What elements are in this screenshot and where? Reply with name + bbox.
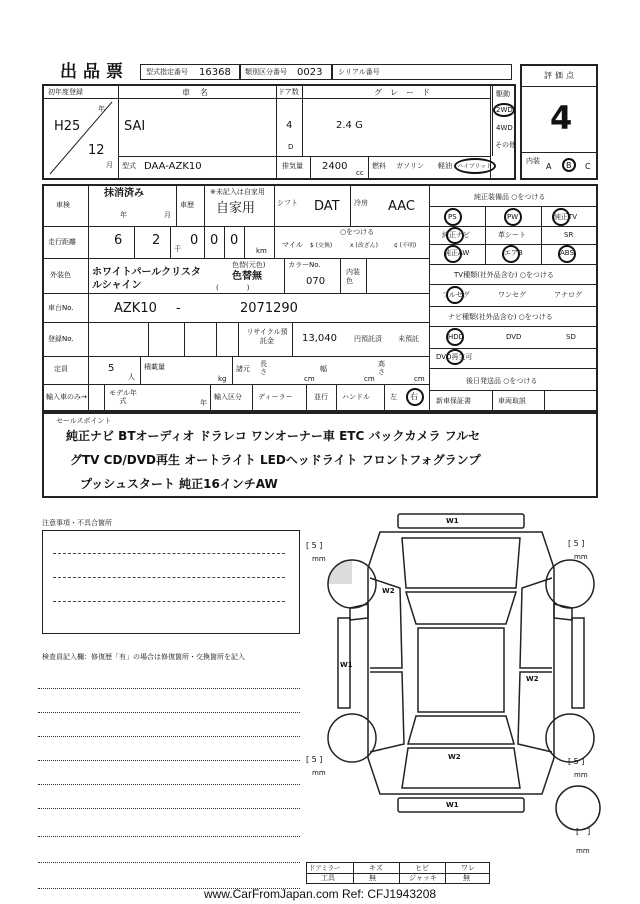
equip-airbag: エアB	[504, 249, 523, 257]
score-box	[520, 64, 598, 180]
load-label: 積載量	[144, 363, 165, 371]
drive-2wd: 2WD	[496, 106, 513, 114]
doors-value: 4	[286, 120, 293, 131]
first-reg-slash	[44, 98, 118, 178]
sales-line-3: プッシュスタート 純正16インチAW	[80, 477, 278, 491]
footer-watermark: www.CarFromJapan.com Ref: CFJ1943208	[203, 887, 437, 901]
category-no: 0023	[297, 67, 323, 78]
genuine-navi-circle	[446, 227, 464, 244]
color-label: 外装色	[50, 271, 71, 279]
drive-label: 駆動	[496, 90, 510, 98]
first-reg-era: H25	[54, 119, 81, 134]
parallel-label: 並行	[314, 393, 328, 401]
mileage-digit-1: 6	[114, 233, 123, 248]
tread-fr: [ 5 ]	[568, 539, 585, 548]
dvd-play: DVD再生可	[436, 353, 473, 361]
capacity-label: 定員	[54, 365, 68, 373]
color-no-value: 070	[306, 276, 326, 287]
genuine-title: 純正装備品 ○をつける	[474, 193, 546, 201]
shift-value: DAT	[314, 199, 340, 214]
drive-other: その他	[495, 141, 516, 149]
mark-rear-bumper: W1	[446, 801, 459, 809]
inspection-month: 月	[164, 211, 171, 219]
score-label: 評価点	[544, 71, 577, 80]
chassis-label: 車台No.	[48, 304, 74, 312]
legend-value-4: 無	[463, 874, 470, 882]
recycle-value: 13,040	[302, 333, 337, 344]
category-label: 類別区分番号	[245, 68, 287, 76]
mark-left-side: W1	[340, 661, 353, 669]
interior-label: 内装	[526, 157, 540, 165]
legend-header-1: ドアミラー	[309, 864, 341, 872]
form-title: 出品票	[60, 62, 129, 82]
displacement-value: 2400	[322, 161, 348, 172]
handle-left: 左	[390, 393, 397, 401]
sales-line-2: グTV CD/DVD再生 オートライト LEDヘッドライト フロントフォグランプ	[70, 453, 481, 467]
history-value: 自家用	[216, 201, 256, 216]
tread-spare: [ ]	[576, 827, 591, 836]
interior-b: B	[566, 161, 572, 170]
aftermarket-manual: 車両取説	[498, 397, 526, 405]
model-label: 型式	[122, 162, 136, 170]
legend-header-2: キズ	[369, 864, 383, 872]
inspection-label: 車検	[56, 201, 70, 209]
mile-circle-note: ○をつける	[340, 228, 375, 236]
handle-label: ハンドル	[342, 393, 370, 401]
tread-rr: [ 5 ]	[568, 757, 585, 766]
mileage-digit-4: 0	[210, 233, 219, 248]
sales-points-label: セールスポイント	[56, 417, 112, 425]
width-label: 幅	[320, 365, 327, 373]
mark-rear: W2	[448, 753, 461, 761]
tread-rl-unit: mm	[312, 769, 326, 777]
tread-fl-unit: mm	[312, 555, 326, 563]
tv-title: TV種類(社外品含む) ○をつける	[454, 271, 554, 279]
legend-value-2: 無	[369, 874, 376, 882]
height-label: 高さ	[378, 360, 385, 376]
tv-fullseg: フルセグ	[442, 291, 470, 299]
tread-spare-unit: mm	[576, 847, 590, 855]
model-cert-label: 型式指定番号	[146, 68, 188, 76]
sales-points-block	[42, 412, 598, 498]
tread-fl: [ 5 ]	[306, 541, 323, 550]
first-reg-month-unit: 月	[106, 161, 113, 169]
recycle-paid: 円預託済	[354, 335, 382, 343]
tv-analog: アナログ	[554, 291, 582, 299]
mile-option-3: ¢ (不明)	[394, 241, 417, 249]
car-name: SAI	[124, 119, 146, 134]
grade-value: 2.4 G	[336, 120, 363, 131]
registration-block	[42, 84, 516, 180]
equip-pw: PW	[507, 213, 519, 221]
mark-right-side: W2	[526, 675, 539, 683]
mileage-digit-5: 0	[230, 233, 239, 248]
model-year-label: モデル年式	[109, 389, 137, 405]
model-value: DAA-AZK10	[144, 161, 202, 172]
navi-dvd: DVD	[506, 333, 522, 341]
repaint-paren: ( )	[216, 284, 250, 292]
chassis-no: 2071290	[240, 301, 298, 316]
history-note: ※未記入は自家用	[210, 188, 265, 196]
mileage-label: 走行距離	[48, 238, 76, 246]
color-value: ホワイトパールクリスタルシャイン	[92, 267, 201, 291]
equip-genuine-navi: 純正ナビ	[442, 231, 470, 239]
load-unit: kg	[218, 375, 227, 383]
inspector-label: 検査員記入欄：修復歴「有」の場合は修復箇所・交換箇所を記入	[42, 653, 245, 661]
mile-option-2: x (改ざん)	[350, 241, 378, 249]
category-cell	[240, 64, 332, 80]
mileage-digit-3: 0	[190, 233, 199, 248]
model-cert-cell	[140, 64, 240, 80]
displacement-unit: cc	[356, 169, 364, 177]
drive-4wd: 4WD	[496, 124, 513, 132]
caution-box	[42, 530, 300, 634]
mile-label: マイル	[282, 241, 303, 249]
dims-label: 諸元	[236, 365, 250, 373]
dealer-label: ディーラー	[258, 393, 293, 401]
fuel-hybrid: ハイブリッド	[457, 162, 493, 170]
width-unit: cm	[364, 375, 375, 383]
doors-label: ドア数	[278, 88, 299, 96]
tv-oneseg: ワンセグ	[498, 291, 526, 299]
mileage-digit-2: 2	[152, 233, 161, 248]
import-type-label: 輸入区分	[214, 393, 242, 401]
mileage-unit: km	[256, 247, 267, 255]
equip-abs: ABS	[560, 249, 574, 257]
car-name-label: 車名	[182, 88, 218, 97]
displacement-label: 排気量	[282, 162, 303, 170]
shift-label: シフト	[277, 199, 298, 207]
mark-front-bumper: W1	[446, 517, 459, 525]
legend-table	[306, 862, 490, 884]
tread-rl: [ 5 ]	[306, 755, 323, 764]
length-label: 長さ	[260, 360, 267, 376]
mileage-thousand: 千	[174, 245, 181, 253]
tread-rr-unit: mm	[574, 771, 588, 779]
length-unit: cm	[304, 375, 315, 383]
recycle-label: リサイクル預託金	[246, 328, 288, 345]
import-label: 輸入車のみ→	[46, 393, 87, 401]
color-no-label: カラーNo.	[288, 261, 321, 269]
repaint-value: 色替無	[232, 271, 262, 282]
grade-label: グレード	[374, 88, 438, 97]
chassis-model: AZK10	[114, 301, 157, 316]
sales-line-1: 純正ナビ BTオーディオ ドラレコ ワンオーナー車 ETC バックカメラ フルセ	[66, 429, 481, 443]
recycle-unpaid: 未預託	[398, 335, 419, 343]
repaint-label: 色替(元色)	[232, 261, 266, 269]
history-label: 車歴	[180, 201, 194, 209]
interior-color-label: 内装色	[346, 268, 360, 285]
model-cert-no: 16368	[199, 67, 231, 78]
ac-label: 冷房	[354, 199, 368, 207]
legend-value-3: ジャッキ	[409, 874, 437, 882]
equip-genuine-tv: 純正TV	[554, 213, 578, 221]
navi-sd: SD	[566, 333, 576, 341]
caution-label: 注意事項・不具合箇所	[42, 519, 112, 527]
legend-value-1: 工具	[321, 874, 335, 882]
equip-ps: PS	[448, 213, 457, 221]
equip-sr: SR	[564, 231, 574, 239]
vehicle-detail-block	[42, 184, 598, 412]
aftermarket-title: 後日発送品 ○をつける	[466, 377, 538, 385]
first-reg-year-unit: 年	[98, 105, 105, 113]
chassis-dash: -	[176, 301, 181, 316]
serial-label: シリアル番号	[338, 68, 380, 76]
handle-right: 右	[410, 392, 418, 401]
navi-title: ナビ種類(社外品含む) ○をつける	[448, 313, 553, 321]
doors-code: D	[288, 143, 294, 151]
fuel-label: 燃料	[372, 162, 386, 170]
mile-option-1: $ (交換)	[310, 241, 333, 249]
fuel-diesel: 軽油	[438, 162, 452, 170]
capacity-unit: 人	[128, 373, 135, 381]
score-value: 4	[550, 99, 573, 137]
inspection-value: 抹消済み	[104, 188, 144, 199]
interior-a: A	[546, 162, 552, 171]
first-reg-label: 初年度登録	[48, 88, 83, 96]
model-year-unit: 年	[200, 399, 207, 407]
capacity-value: 5	[108, 363, 115, 374]
equip-genuine-aw: 純正AW	[444, 249, 470, 257]
interior-c: C	[585, 162, 591, 171]
fuel-gasoline: ガソリン	[396, 162, 424, 170]
inspection-year: 年	[120, 211, 127, 219]
ac-value: AAC	[388, 199, 415, 214]
legend-header-3: ヒビ	[415, 864, 429, 872]
tread-fr-unit: mm	[574, 553, 588, 561]
aftermarket-warranty: 新車保証書	[436, 397, 471, 405]
reg-no-label: 登録No.	[48, 335, 74, 343]
mark-left-front: W2	[382, 587, 395, 595]
spare-tire	[556, 786, 600, 830]
first-reg-month: 12	[88, 143, 105, 158]
height-unit: cm	[414, 375, 425, 383]
navi-hdd: HDD	[448, 333, 465, 341]
car-damage-diagram	[310, 508, 610, 880]
legend-header-4: ワレ	[461, 864, 475, 872]
equip-leather-seat: 革シート	[498, 231, 526, 239]
serial-cell	[332, 64, 512, 80]
